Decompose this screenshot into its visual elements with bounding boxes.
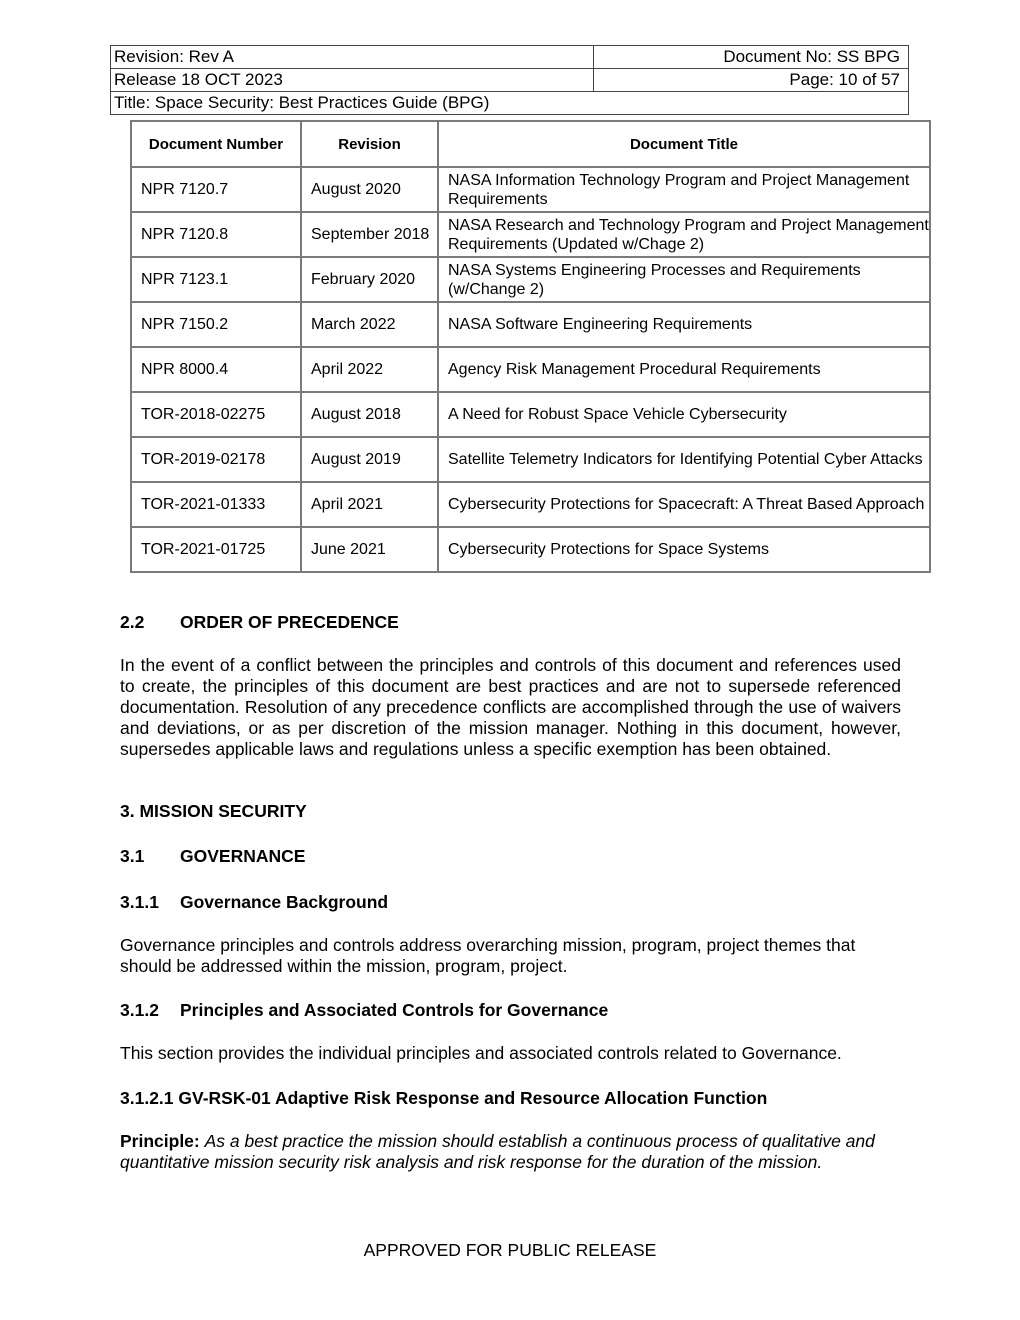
section-3-1-1-paragraph: Governance principles and controls address overarching mission, program, project themes that should be addressed within the mission, program, project. <box>120 935 856 976</box>
cell-document-title: Cybersecurity Protections for Spacecraft: A Threat Based Approach <box>438 482 930 527</box>
column-header-document-title: Document Title <box>438 121 930 167</box>
cell-document-title: Satellite Telemetry Indicators for Identifying Potential Cyber Attacks <box>438 437 930 482</box>
release-footer: APPROVED FOR PUBLIC RELEASE <box>363 1240 657 1260</box>
column-header-document-number: Document Number <box>131 121 301 167</box>
section-3-1-heading <box>120 846 901 867</box>
cell-revision: August 2019 <box>301 437 438 482</box>
revision: Revision: Rev A <box>111 46 594 69</box>
section-number: 3.1.1 <box>120 892 159 912</box>
principle-paragraph <box>120 1131 901 1173</box>
cell-document-title: Agency Risk Management Procedural Requirements <box>438 347 930 392</box>
cell-document-title: NASA Software Engineering Requirements <box>438 302 930 347</box>
section-number: 2.2 <box>120 612 145 632</box>
table-row <box>131 527 930 572</box>
section-2-2-paragraph: In the event of a conflict between the principles and controls of this document and references used to create, the principles of this document are best practices and are not to supersede referenced documentation. Resolution of any precedence conflicts are accomplished through the use of waivers and deviations, or as per discretion of the mission manager. Nothing in this document, however, supersedes applicable laws and regulations unless a specific exemption has been obtained. <box>120 655 901 759</box>
table-row <box>131 302 930 347</box>
section-3-1-2-heading <box>120 1000 901 1021</box>
column-header-revision: Revision <box>301 121 438 167</box>
cell-document-title: NASA Information Technology Program and Project Management Requirements <box>438 167 930 212</box>
table-row <box>131 212 930 257</box>
section-title: Governance Background <box>180 892 389 912</box>
section-title: Principles and Associated Controls for Governance <box>180 1000 609 1020</box>
cell-document-number: NPR 7120.8 <box>131 212 301 257</box>
principle-label: Principle: <box>120 1131 200 1151</box>
table-row <box>131 392 930 437</box>
cell-document-title: A Need for Robust Space Vehicle Cybersecurity <box>438 392 930 437</box>
table-row <box>131 437 930 482</box>
cell-revision: August 2018 <box>301 392 438 437</box>
section-title: ORDER OF PRECEDENCE <box>180 612 399 632</box>
cell-document-number: NPR 7150.2 <box>131 302 301 347</box>
section-3-heading: 3. MISSION SECURITY <box>120 801 307 821</box>
section-number: 3.1.2 <box>120 1000 159 1020</box>
reference-table <box>130 120 931 573</box>
section-title: GOVERNANCE <box>180 846 306 866</box>
cell-document-number: NPR 7120.7 <box>131 167 301 212</box>
table-row <box>131 347 930 392</box>
cell-revision: March 2022 <box>301 302 438 347</box>
table-row <box>131 257 930 302</box>
cell-revision: September 2018 <box>301 212 438 257</box>
cell-revision: June 2021 <box>301 527 438 572</box>
section-3-1-2-1-heading: 3.1.2.1 GV-RSK-01 Adaptive Risk Response and Resource Allocation Function <box>120 1088 768 1108</box>
cell-document-title: NASA Research and Technology Program and Project Management Requirements (Updated w/Chage 2) <box>438 212 930 257</box>
cell-document-number: NPR 8000.4 <box>131 347 301 392</box>
section-2-2-heading <box>120 612 901 633</box>
section-3-1-1-heading <box>120 892 901 913</box>
page-number: Page: 10 of 57 <box>594 69 909 92</box>
document-header <box>110 45 909 115</box>
cell-revision: April 2021 <box>301 482 438 527</box>
document-title: Title: Space Security: Best Practices Guide (BPG) <box>111 92 909 115</box>
table-row <box>131 167 930 212</box>
cell-document-number: TOR-2021-01333 <box>131 482 301 527</box>
section-3-1-2-paragraph: This section provides the individual principles and associated controls related to Governance. <box>120 1043 842 1063</box>
cell-document-number: TOR-2019-02178 <box>131 437 301 482</box>
release-date: Release 18 OCT 2023 <box>111 69 594 92</box>
cell-document-number: TOR-2018-02275 <box>131 392 301 437</box>
cell-revision: April 2022 <box>301 347 438 392</box>
cell-document-number: TOR-2021-01725 <box>131 527 301 572</box>
cell-document-number: NPR 7123.1 <box>131 257 301 302</box>
cell-document-title: NASA Systems Engineering Processes and Requirements (w/Change 2) <box>438 257 930 302</box>
cell-revision: February 2020 <box>301 257 438 302</box>
section-number: 3.1 <box>120 846 145 866</box>
cell-document-title: Cybersecurity Protections for Space Systems <box>438 527 930 572</box>
table-row <box>131 482 930 527</box>
cell-revision: August 2020 <box>301 167 438 212</box>
principle-text: As a best practice the mission should establish a continuous process of qualitative and quantitative mission security risk analysis and risk response for the duration of the mission. <box>120 1131 875 1172</box>
document-number: Document No: SS BPG <box>594 46 909 69</box>
